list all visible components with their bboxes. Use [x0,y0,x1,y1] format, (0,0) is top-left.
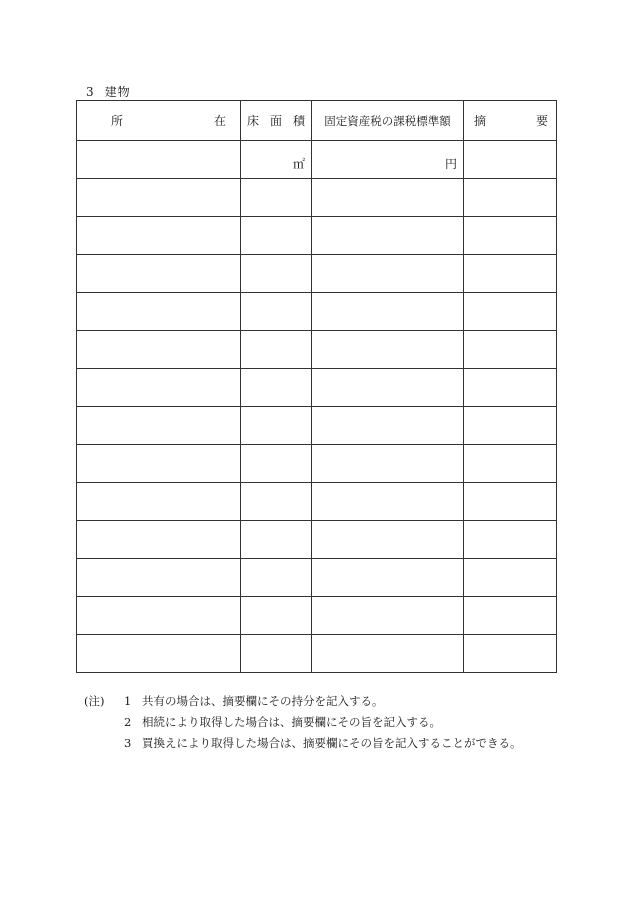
cell-location[interactable] [77,141,241,179]
cell-floor-area[interactable] [241,597,312,635]
cell-location[interactable] [77,293,241,331]
cell-memo[interactable] [464,597,557,635]
cell-memo[interactable] [464,483,557,521]
cell-floor-area[interactable] [241,483,312,521]
note-item: 2 相続により取得した場合は、摘要欄にその旨を記入する。 [124,715,441,729]
cell-memo[interactable] [464,521,557,559]
table-header-row [77,101,557,141]
cell-memo[interactable] [464,293,557,331]
table-row [77,293,557,331]
building-table [76,100,557,673]
cell-tax-value[interactable] [312,635,464,673]
cell-tax-value[interactable] [312,331,464,369]
cell-floor-area[interactable] [241,635,312,673]
cell-memo[interactable] [464,445,557,483]
table-row [77,483,557,521]
cell-location[interactable] [77,445,241,483]
table-row [77,179,557,217]
table-row [77,597,557,635]
header-location: 所 在 [77,101,241,141]
cell-location[interactable] [77,559,241,597]
cell-memo[interactable] [464,141,557,179]
cell-memo[interactable] [464,559,557,597]
cell-location[interactable] [77,179,241,217]
cell-location[interactable] [77,407,241,445]
cell-floor-area[interactable] [241,521,312,559]
table-row [77,559,557,597]
cell-memo[interactable] [464,331,557,369]
cell-floor-area[interactable] [241,331,312,369]
header-floor-area: 床 面 積 [241,101,312,141]
cell-location[interactable] [77,331,241,369]
cell-tax-value[interactable] [312,407,464,445]
cell-floor-area[interactable] [241,559,312,597]
cell-memo[interactable] [464,255,557,293]
cell-tax-value[interactable] [312,369,464,407]
table-row [77,141,557,179]
cell-tax-value[interactable] [312,445,464,483]
section-title [86,83,131,100]
cell-floor-area[interactable] [241,293,312,331]
table-row [77,217,557,255]
table-row [77,521,557,559]
cell-floor-area[interactable] [241,445,312,483]
cell-location[interactable] [77,255,241,293]
table-row [77,255,557,293]
cell-floor-area[interactable] [241,407,312,445]
unit-yen: 円 [444,157,457,171]
cell-location[interactable] [77,521,241,559]
cell-tax-value[interactable] [312,483,464,521]
table-row [77,445,557,483]
cell-location[interactable] [77,369,241,407]
note-item: (注) 1 共有の場合は、摘要欄にその持分を記入する。 [84,691,522,712]
cell-memo[interactable] [464,369,557,407]
cell-location[interactable] [77,483,241,521]
table-row [77,407,557,445]
cell-tax-value[interactable] [312,293,464,331]
cell-tax-value[interactable] [312,559,464,597]
cell-memo[interactable] [464,179,557,217]
cell-location[interactable] [77,217,241,255]
cell-location[interactable] [77,635,241,673]
table-row [77,635,557,673]
cell-tax-value[interactable] [312,217,464,255]
cell-floor-area[interactable] [241,217,312,255]
cell-memo[interactable] [464,407,557,445]
notes [84,691,522,754]
cell-tax-value[interactable] [312,179,464,217]
cell-tax-value[interactable] [312,255,464,293]
cell-floor-area[interactable] [241,179,312,217]
table-row [77,331,557,369]
cell-tax-value[interactable] [312,141,464,179]
cell-memo[interactable] [464,217,557,255]
section-number: 3 [86,85,95,99]
cell-tax-value[interactable] [312,597,464,635]
unit-sqm: ㎡ [292,157,305,171]
section-heading: 建物 [104,85,131,99]
cell-floor-area[interactable] [241,141,312,179]
notes-label: (注) [84,694,105,708]
cell-floor-area[interactable] [241,255,312,293]
cell-memo[interactable] [464,635,557,673]
cell-location[interactable] [77,597,241,635]
note-item: 3 買換えにより取得した場合は、摘要欄にその旨を記入することができる。 [124,736,522,750]
header-memo: 摘 要 [464,101,557,141]
header-tax-value: 固定資産税の課税標準額 [312,101,464,141]
cell-tax-value[interactable] [312,521,464,559]
table-row [77,369,557,407]
cell-floor-area[interactable] [241,369,312,407]
